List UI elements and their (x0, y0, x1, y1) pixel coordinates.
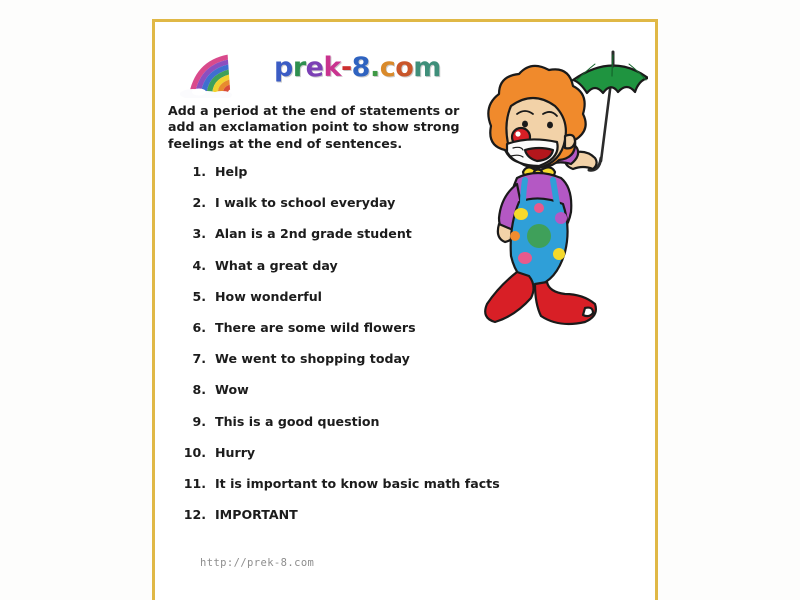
worksheet-header (177, 38, 447, 94)
list-item-number: 2. (192, 195, 206, 211)
list-item (168, 351, 638, 382)
wordmark-letter: 8 (351, 52, 370, 83)
list-item-number: 3. (192, 226, 206, 242)
list-item (168, 382, 638, 413)
list-item-text[interactable]: Help (215, 164, 248, 179)
list-item (168, 476, 638, 507)
wordmark-letter: p (274, 52, 293, 83)
list-item-number: 10. (183, 444, 206, 460)
question-list (168, 164, 638, 538)
list-item (168, 258, 638, 289)
list-item-text[interactable]: What a great day (215, 257, 338, 273)
list-item-text[interactable]: This is a good question (215, 413, 380, 429)
list-item-number: 6. (192, 319, 206, 335)
list-item-text[interactable]: I walk to school everyday (215, 195, 396, 211)
wordmark-letter: - (340, 52, 352, 83)
list-item (168, 320, 638, 351)
list-item-number: 12. (183, 507, 206, 523)
wordmark-letter: k (323, 52, 341, 83)
list-item-text[interactable]: How wonderful (215, 288, 322, 304)
wordmark-letter: m (413, 52, 441, 83)
list-item (168, 445, 638, 476)
list-item-text[interactable]: Alan is a 2nd grade student (215, 226, 412, 242)
wordmark-letter: c (379, 52, 396, 83)
list-item (168, 289, 638, 320)
list-item-number: 4. (192, 257, 206, 273)
list-item-number: 1. (192, 164, 206, 179)
list-item (168, 414, 638, 445)
list-item-number: 7. (192, 351, 206, 367)
list-item (168, 164, 638, 195)
list-item-number: 11. (183, 475, 206, 491)
list-item (168, 507, 638, 538)
list-item-text[interactable]: It is important to know basic math facts (215, 475, 500, 491)
list-item (168, 195, 638, 226)
worksheet-sheet (152, 19, 658, 600)
list-item-text[interactable]: There are some wild flowers (215, 319, 416, 335)
list-item (168, 226, 638, 257)
site-wordmark (274, 54, 441, 81)
wordmark-letter: o (395, 52, 414, 83)
list-item-number: 5. (192, 288, 206, 304)
list-item-number: 9. (192, 413, 206, 429)
rainbow-icon (177, 52, 239, 98)
list-item-text[interactable]: IMPORTANT (215, 507, 298, 523)
instructions-text: Add a period at the end of statements or add an exclamation point to show strong feelings at the end of sentences. (168, 103, 460, 151)
list-item-text[interactable]: Hurry (215, 444, 256, 460)
wordmark-letter: e (305, 52, 324, 83)
wordmark-letter: . (369, 52, 380, 83)
wordmark-letter: r (292, 52, 306, 83)
list-item-text[interactable]: Wow (215, 382, 249, 398)
list-item-number: 8. (192, 382, 206, 398)
footer-url[interactable]: http://prek-8.com (200, 557, 315, 569)
list-item-text[interactable]: We went to shopping today (215, 351, 410, 367)
